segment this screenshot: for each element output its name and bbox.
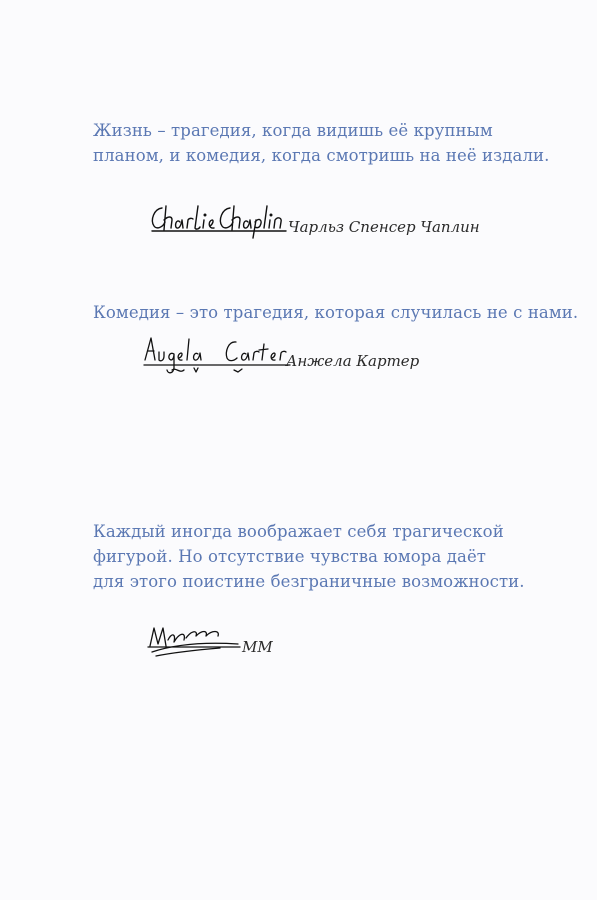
signature-mm — [146, 622, 242, 662]
author-carter: Анжела Картер — [286, 352, 420, 370]
signature-row-mm — [146, 622, 326, 666]
quote-chaplin — [93, 118, 549, 168]
signature-chaplin — [148, 200, 288, 240]
signature-row-carter — [142, 334, 442, 378]
quote-line: Каждый иногда воображает себя трагической — [93, 522, 504, 541]
author-chaplin: Чарльз Спенсер Чаплин — [288, 218, 480, 236]
quote-carter — [93, 300, 578, 325]
quote-mm — [93, 519, 525, 594]
author-mm: ММ — [242, 638, 273, 656]
quote-line: для этого поистине безграничные возможности. — [93, 572, 525, 591]
quote-line: Жизнь – трагедия, когда видишь её крупным — [93, 121, 493, 140]
signature-row-chaplin — [148, 200, 478, 244]
quote-line: фигурой. Но отсутствие чувства юмора даёт — [93, 547, 487, 566]
quote-line: Комедия – это трагедия, которая случилась не с нами. — [93, 303, 579, 322]
signature-carter — [142, 334, 292, 378]
quote-line: планом, и комедия, когда смотришь на неё издали. — [93, 146, 550, 165]
